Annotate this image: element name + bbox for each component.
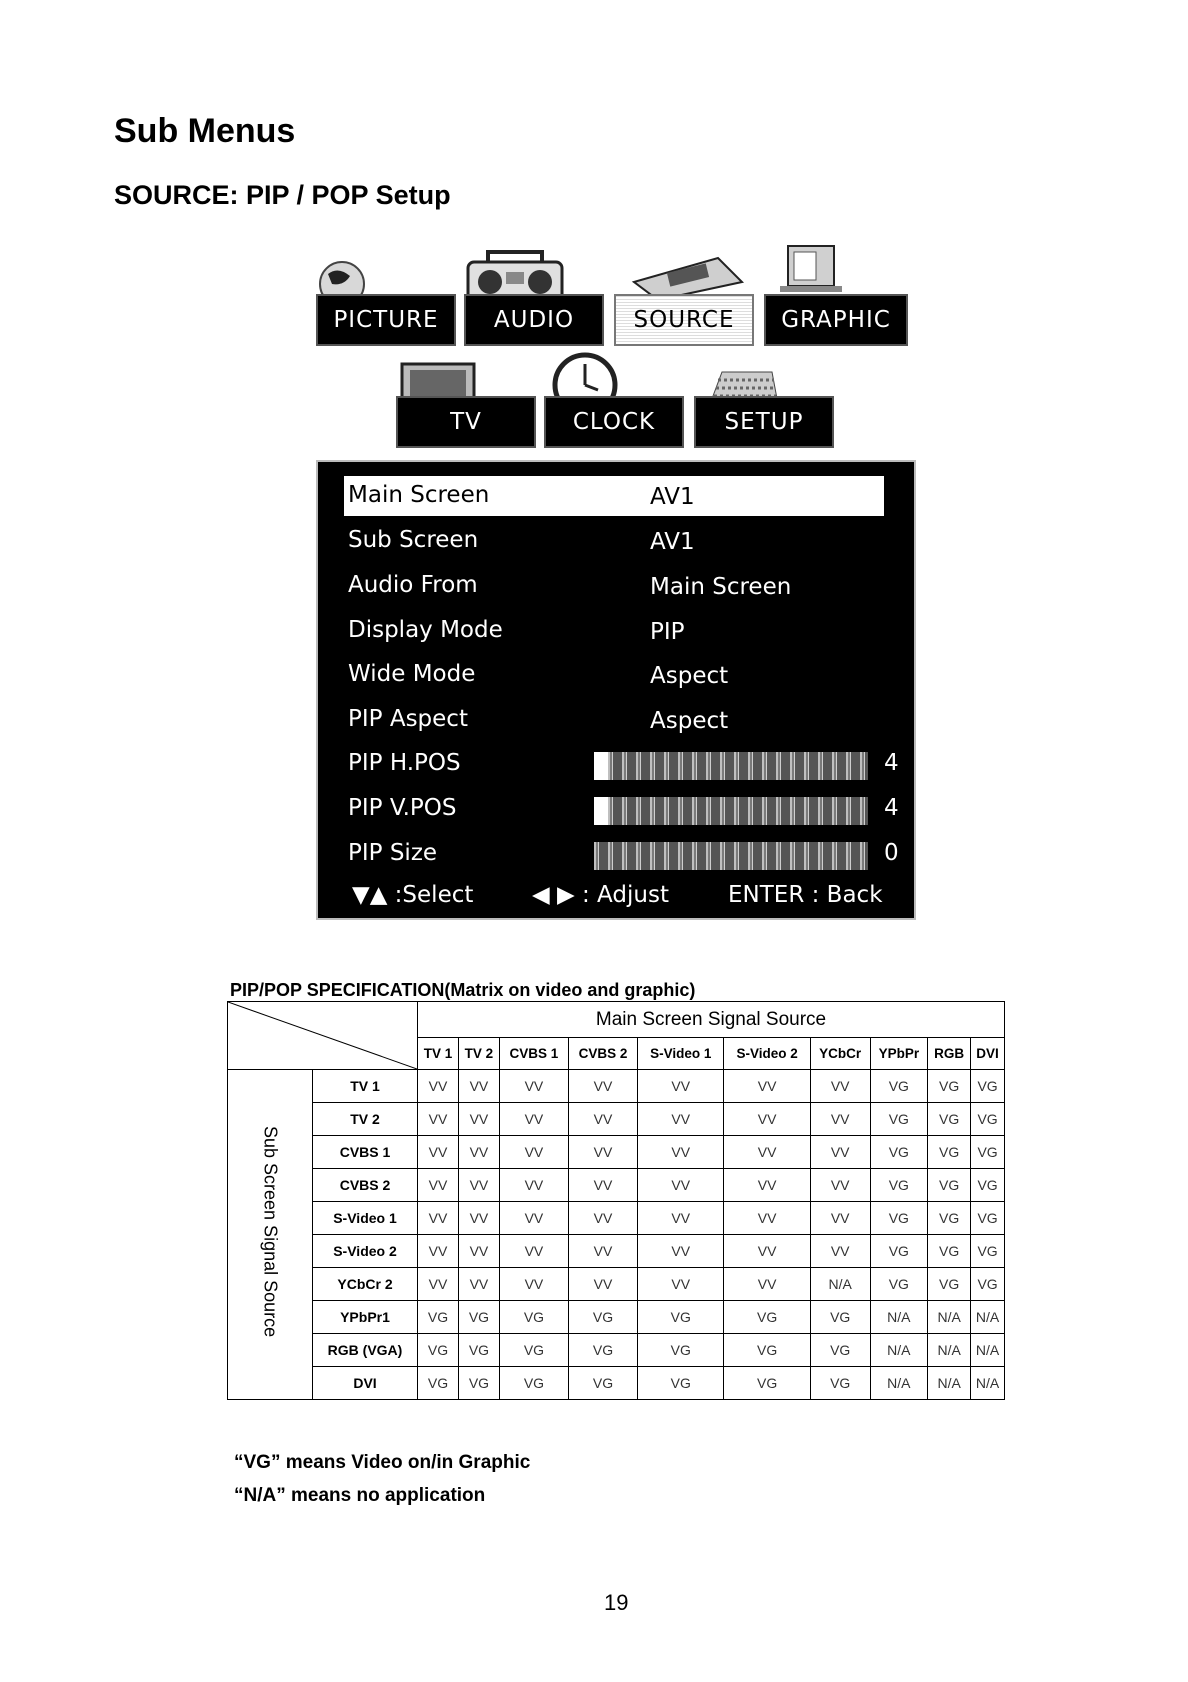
table-cell: VV [568,1268,637,1301]
hint-back: ENTER : Back [728,882,883,908]
table-cell: VV [458,1070,499,1103]
table-cell: VG [971,1268,1005,1301]
slider-value: 4 [884,795,899,821]
table-cell: VG [928,1136,971,1169]
table-cell: VV [568,1136,637,1169]
table-cell: VV [499,1202,568,1235]
table-cell: VV [568,1202,637,1235]
menu-value: Aspect [650,708,729,734]
row-header: TV 1 [313,1070,418,1103]
table-cell: VV [499,1070,568,1103]
table-cell: VV [418,1136,459,1169]
column-header: TV 2 [458,1038,499,1070]
tab-tv[interactable]: TV [396,396,536,448]
table-cell: VG [638,1367,724,1400]
table-cell: VV [724,1235,810,1268]
table-cell: VV [810,1235,870,1268]
table-cell: N/A [870,1301,928,1334]
table-cell: VG [418,1334,459,1367]
tab-graphic[interactable]: GRAPHIC [764,294,908,346]
menu-row-display-mode[interactable] [344,611,884,651]
table-cell: VV [568,1169,637,1202]
table-cell: VG [810,1367,870,1400]
table-cell: VG [458,1367,499,1400]
sub-screen-header-text: Sub Screen Signal Source [260,1126,281,1338]
table-cell: N/A [971,1367,1005,1400]
table-cell: VV [499,1136,568,1169]
table-cell: N/A [810,1268,870,1301]
table-cell: VG [458,1334,499,1367]
table-cell: VV [458,1268,499,1301]
table-cell: VG [638,1301,724,1334]
table-cell: VV [499,1103,568,1136]
page-number: 19 [604,1590,629,1615]
table-cell: VV [810,1169,870,1202]
table-cell: VV [810,1070,870,1103]
tab-picture[interactable]: PICTURE [316,294,456,346]
tab-source[interactable]: SOURCE [614,294,754,346]
computer-icon [778,244,844,294]
table-cell: VG [870,1169,928,1202]
table-cell: VG [568,1301,637,1334]
table-cell: VV [499,1268,568,1301]
slider-value: 4 [884,750,899,776]
pip-pop-spec-table [227,1001,1005,1400]
menu-label: Sub Screen [348,527,479,553]
hint-select: ▼▲ :Select [352,882,474,908]
table-cell: VV [458,1235,499,1268]
table-cell: VV [568,1070,637,1103]
table-cell: VV [458,1103,499,1136]
table-cell: VG [971,1235,1005,1268]
menu-value: PIP [650,619,685,645]
table-cell: VV [418,1169,459,1202]
table-cell: VG [928,1169,971,1202]
table-cell: VV [568,1103,637,1136]
menu-value: AV1 [650,529,695,555]
tab-clock[interactable]: CLOCK [544,396,684,448]
menu-row-wide-mode[interactable] [344,655,884,695]
menu-label: Display Mode [348,617,503,643]
section-heading: SOURCE: PIP / POP Setup [114,180,451,210]
menu-label: PIP Size [348,840,438,866]
table-cell: VV [638,1202,724,1235]
table-cell: VV [458,1136,499,1169]
menu-label: Main Screen [348,482,490,508]
table-corner [228,1002,418,1070]
table-cell: VG [499,1301,568,1334]
note-vg: “VG” means Video on/in Graphic [234,1452,531,1473]
table-cell: VV [810,1136,870,1169]
slider-knob[interactable] [594,797,608,825]
table-cell: VG [418,1301,459,1334]
table-cell: VV [499,1169,568,1202]
table-cell: N/A [870,1367,928,1400]
table-cell: VV [458,1202,499,1235]
table-cell: N/A [971,1334,1005,1367]
row-header: YPbPr1 [313,1301,418,1334]
table-cell: VG [928,1268,971,1301]
table-cell: VG [810,1334,870,1367]
table-cell: VV [499,1235,568,1268]
pip-vpos-slider[interactable] [594,797,868,825]
table-cell: VV [724,1136,810,1169]
menu-row-pip-vpos[interactable] [344,789,899,829]
row-header: RGB (VGA) [313,1334,418,1367]
table-cell: VV [568,1235,637,1268]
table-cell: VG [928,1070,971,1103]
table-cell: VV [638,1235,724,1268]
table-cell: VV [638,1103,724,1136]
table-cell: VG [870,1202,928,1235]
spec-title: PIP/POP SPECIFICATION(Matrix on video and graphic) [230,980,696,1000]
hint-adjust: ◀ ▶ : Adjust [532,882,669,908]
table-cell: VG [724,1334,810,1367]
menu-row-pip-aspect[interactable] [344,700,884,740]
menu-value: AV1 [650,484,695,510]
table-cell: VG [418,1367,459,1400]
table-cell: VV [724,1169,810,1202]
table-row [228,1136,1005,1169]
table-cell: VG [458,1301,499,1334]
menu-label: PIP Aspect [348,706,468,732]
pip-hpos-slider[interactable] [594,752,868,780]
table-cell: VG [870,1268,928,1301]
table-cell: VG [499,1334,568,1367]
column-header: YCbCr [810,1038,870,1070]
table-cell: VV [418,1103,459,1136]
table-cell: VV [638,1268,724,1301]
page-heading: Sub Menus [114,112,296,150]
row-header: TV 2 [313,1103,418,1136]
table-cell: VG [971,1136,1005,1169]
table-cell: VG [638,1334,724,1367]
column-header: DVI [971,1038,1005,1070]
table-cell: VG [870,1235,928,1268]
row-header: CVBS 1 [313,1136,418,1169]
table-cell: VG [928,1235,971,1268]
column-header: S-Video 1 [638,1038,724,1070]
menu-label: PIP H.POS [348,750,461,776]
tab-setup[interactable]: SETUP [694,396,834,448]
table-cell: VV [418,1235,459,1268]
table-cell: VG [724,1301,810,1334]
row-header: S-Video 1 [313,1202,418,1235]
table-cell: VV [418,1070,459,1103]
table-cell: VG [971,1202,1005,1235]
column-header: YPbPr [870,1038,928,1070]
row-header: DVI [313,1367,418,1400]
column-header: CVBS 2 [568,1038,637,1070]
table-row [228,1235,1005,1268]
menu-value: Aspect [650,663,729,689]
menu-row-pip-size[interactable] [344,834,899,874]
table-cell: N/A [971,1301,1005,1334]
table-cell: VV [418,1202,459,1235]
table-cell: VG [870,1070,928,1103]
note-na: “N/A” means no application [234,1485,486,1506]
table-row [228,1202,1005,1235]
menu-row-main-screen[interactable] [344,476,884,516]
slider-value: 0 [884,840,899,866]
table-row [228,1070,1005,1103]
table-cell: VG [928,1103,971,1136]
table-row [228,1169,1005,1202]
table-cell: VV [724,1070,810,1103]
menu-label: Audio From [348,572,478,598]
table-cell: VV [638,1070,724,1103]
table-cell: VG [870,1103,928,1136]
row-header: CVBS 2 [313,1169,418,1202]
table-cell: VV [638,1169,724,1202]
column-header: S-Video 2 [724,1038,810,1070]
table-cell: N/A [928,1334,971,1367]
menu-label: Wide Mode [348,661,476,687]
table-row [228,1367,1005,1400]
tab-audio[interactable]: AUDIO [464,294,604,346]
table-cell: VG [870,1136,928,1169]
table-cell: VV [810,1202,870,1235]
table-cell: VG [971,1070,1005,1103]
column-header: RGB [928,1038,971,1070]
table-cell: VV [810,1103,870,1136]
menu-row-audio-from[interactable] [344,566,884,606]
column-header: TV 1 [418,1038,459,1070]
table-cell: N/A [928,1301,971,1334]
table-cell: VG [928,1202,971,1235]
table-row [228,1268,1005,1301]
table-cell: VV [724,1103,810,1136]
table-cell: VG [568,1334,637,1367]
row-header: YCbCr 2 [313,1268,418,1301]
table-cell: VV [638,1136,724,1169]
menu-row-sub-screen[interactable] [344,521,884,561]
table-cell: VV [724,1202,810,1235]
table-cell: VG [971,1169,1005,1202]
table-cell: VG [971,1103,1005,1136]
table-cell: VG [810,1301,870,1334]
menu-row-pip-hpos[interactable] [344,744,899,784]
sub-screen-header [228,1070,313,1400]
table-row [228,1301,1005,1334]
table-cell: VG [568,1367,637,1400]
table-cell: VG [499,1367,568,1400]
table-row [228,1103,1005,1136]
menu-value: Main Screen [650,574,792,600]
table-row [228,1334,1005,1367]
table-cell: N/A [870,1334,928,1367]
pip-pop-setup-menu [316,460,916,920]
column-header: CVBS 1 [499,1038,568,1070]
menu-label: PIP V.POS [348,795,457,821]
table-cell: VV [418,1268,459,1301]
pip-size-slider[interactable] [594,842,868,870]
main-screen-header: Main Screen Signal Source [418,1002,1005,1038]
table-cell: VV [724,1268,810,1301]
table-cell: VG [724,1367,810,1400]
diagonal-line [228,1002,417,1069]
row-header: S-Video 2 [313,1235,418,1268]
slider-knob[interactable] [594,752,608,780]
table-cell: N/A [928,1367,971,1400]
table-cell: VV [458,1169,499,1202]
